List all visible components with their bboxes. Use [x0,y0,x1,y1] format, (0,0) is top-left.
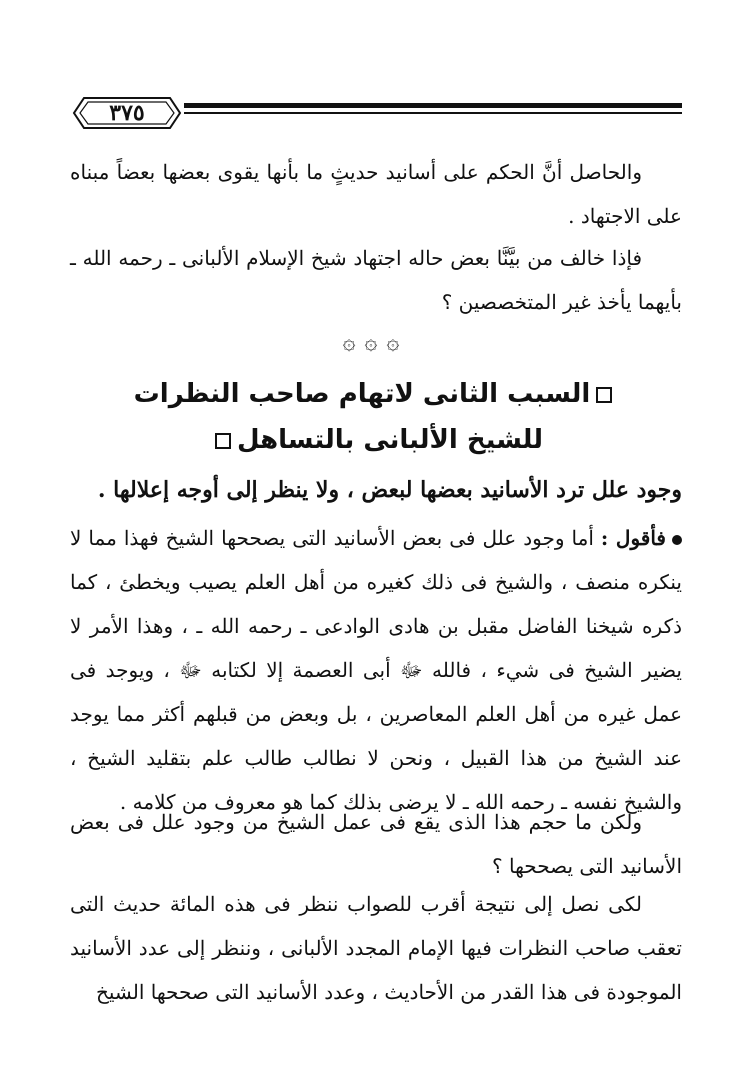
ornament-star-icon: ۞ [342,330,356,355]
section-subheading: وجود علل ترد الأسانيد بعضها لبعض ، ولا ينظر إلى أوجه إعلالها . [97,477,682,503]
section-heading-text-2: للشيخ الألبانى بالتساهل [236,425,544,455]
header-rule-thick [184,103,682,108]
section-heading-line1 [70,372,682,416]
paragraph-size-question: ولكن ما حجم هذا الذى يقع فى عمل الشيخ من وجود علل فى بعض الأسانيد التى يصححها ؟ [70,810,682,878]
section-heading-line2 [70,418,682,462]
paragraph-lead: فأقول : [600,526,666,550]
heading-box-icon [596,387,612,403]
page-header [72,92,682,134]
paragraph-answer [70,516,682,824]
bullet-icon [672,535,682,545]
page-number: ٣٧٥ [109,100,145,126]
paragraph-answer-body: أما وجود علل فى بعض الأسانيد التى يصححها الشيخ فهذا مما لا ينكره منصف ، والشيخ فى ذلك كغيره من أهل العلم يصيب ويخطئ ، كما ذكره شيخنا الفاضل مقبل بن هادى الوادعى ـ رحمه الله ـ ، وهذا الأمر لا يضير الشيخ فى شيء ، فالله ﷻ أبى العصمة إلا لكتابه ﷻ ، ويوجد فى عمل غيره من أهل العلم المعاصرين ، بل وبعض من قبلهم أكثر مما يوجد عند الشيخ من هذا القبيل ، ونحن لا نطالب طالب علم بتقليد الشيخ ، والشيخ نفسه ـ رحمه الله ـ لا يرضى بذلك كما هو معروف من كلامه . [70,526,683,814]
section-ornament [0,330,742,360]
ornament-star-icon: ۞ [364,330,378,355]
paragraph-method: لكى نصل إلى نتيجة أقرب للصواب ننظر فى هذه المائة حديث التى تعقب صاحب النظرات فيها الإمام المجدد الألبانى ، وننظر إلى عدد الأسانيد الموجودة فى هذا القدر من الأحاديث ، وعدد الأسانيد التى صححها الشيخ [70,892,682,1004]
paragraph-question: فإذا خالف من بيَّنَّا بعض حاله اجتهاد شيخ الإسلام الألبانى ـ رحمه الله ـ بأيهما يأخذ غير المتخصصين ؟ [70,246,682,314]
heading-box-icon [215,433,231,449]
ornament-star-icon: ۞ [386,330,400,355]
section-heading-text: السبب الثانى لاتهام صاحب النظرات [133,379,591,409]
paragraph-conclusion: والحاصل أنَّ الحكم على أسانيد حديثٍ ما بأنها يقوى بعضها بعضاً مبناه على الاجتهاد . [70,160,682,228]
header-rule-thin [184,112,682,114]
